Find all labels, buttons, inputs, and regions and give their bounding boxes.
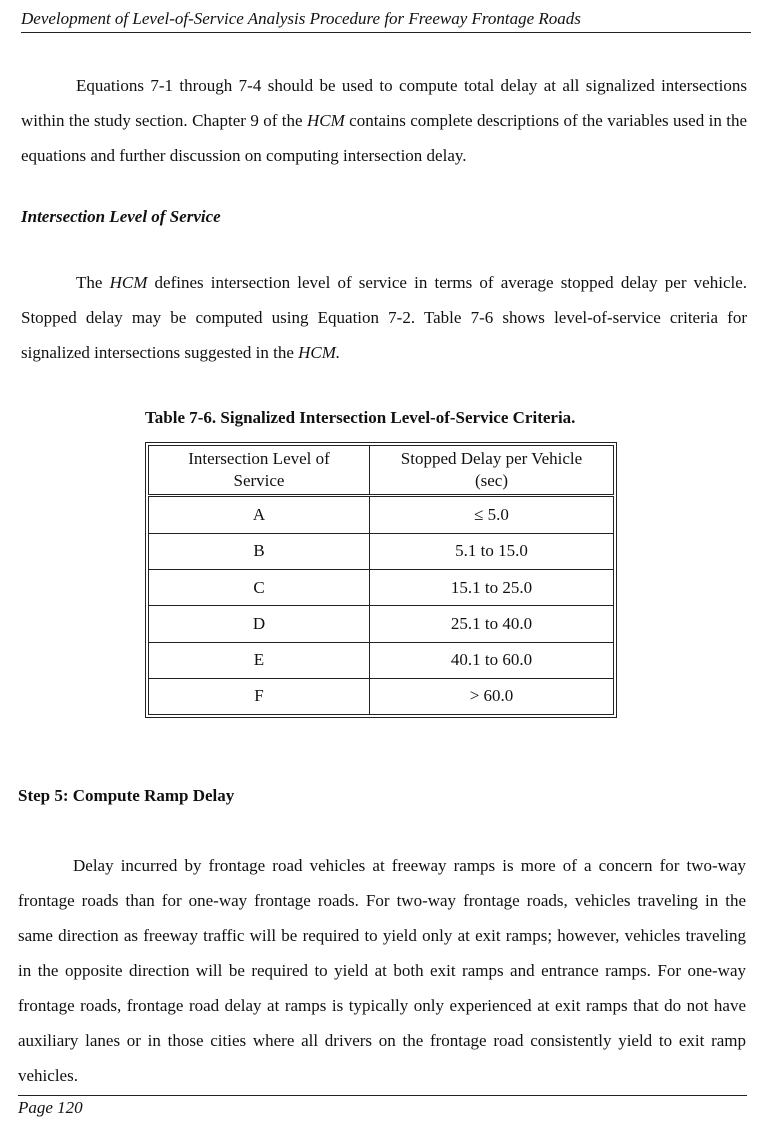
paragraph-text: The	[76, 273, 110, 292]
paragraph-text: Delay incurred by frontage road vehicles at freeway ramps is more of a concern for two-way frontage roads than for one-way frontage roads. For two-way frontage roads, vehicles traveling in the same direction as freeway traffic will be required to yield only at exit ramps; however, vehicles traveling in the opposite direction will be required to yield at both exit ramps and entrance ramps. For one-way frontage roads, frontage road delay at ramps is typically only experienced at exit ramps that do not have auxiliary lanes or in those cities where all drivers on the frontage road consistently yield to exit ramp vehicles.	[18, 856, 746, 1085]
header-line: (sec)	[474, 471, 509, 490]
hcm-reference: HCM	[109, 273, 148, 292]
footer-divider	[18, 1095, 747, 1096]
delay-cell: 15.1 to 25.0	[370, 570, 614, 606]
table-row	[149, 496, 614, 534]
header-intersection-level	[149, 446, 370, 496]
paragraph-text: Equations 7-1 through 7-4 should be used to compute total delay at all signalized intersections within the study section. Chapter 9 of the	[21, 76, 747, 130]
los-criteria-table	[145, 442, 617, 718]
level-cell: C	[149, 570, 370, 606]
delay-cell: 5.1 to 15.0	[370, 533, 614, 569]
delay-cell: 40.1 to 60.0	[370, 642, 614, 678]
paragraph-text: contains complete descriptions of the variables used in the equations and further discussion on computing intersection delay.	[21, 111, 747, 165]
level-cell: F	[149, 678, 370, 714]
header-stopped-delay	[370, 446, 614, 496]
level-cell: A	[149, 496, 370, 534]
table-row	[149, 678, 614, 714]
level-cell: B	[149, 533, 370, 569]
table-row	[149, 533, 614, 569]
section-heading: Intersection Level of Service	[21, 207, 221, 226]
delay-cell: > 60.0	[370, 678, 614, 714]
table-row	[149, 642, 614, 678]
delay-cell: 25.1 to 40.0	[370, 606, 614, 642]
header-line: Service	[233, 471, 285, 490]
header-line: Intersection Level of	[188, 449, 330, 468]
paragraph-text: defines intersection level of service in terms of average stopped delay per vehicle. Stopped delay may be computed using Equation 7-2. Table 7-6 shows level-of-service criteria for signalized intersections suggested in the	[21, 273, 748, 362]
level-cell: E	[149, 642, 370, 678]
delay-cell: ≤ 5.0	[370, 496, 614, 534]
hcm-reference: HCM	[306, 111, 345, 130]
step-heading: Step 5: Compute Ramp Delay	[18, 786, 235, 805]
table-header-row	[149, 446, 614, 496]
paragraph-equations	[21, 68, 747, 173]
paragraph-ramp-delay	[18, 848, 746, 1093]
table-row	[149, 606, 614, 642]
los-table	[148, 445, 614, 715]
hcm-reference: HCM.	[298, 343, 341, 362]
page-number: Page 120	[18, 1098, 83, 1117]
table-row	[149, 570, 614, 606]
header-line: Stopped Delay per Vehicle	[400, 449, 583, 468]
running-header: Development of Level-of-Service Analysis Procedure for Freeway Frontage Roads	[21, 8, 751, 33]
level-cell: D	[149, 606, 370, 642]
table-caption: Table 7-6. Signalized Intersection Level-of-Service Criteria.	[145, 408, 576, 427]
paragraph-intersection-los	[21, 265, 747, 370]
